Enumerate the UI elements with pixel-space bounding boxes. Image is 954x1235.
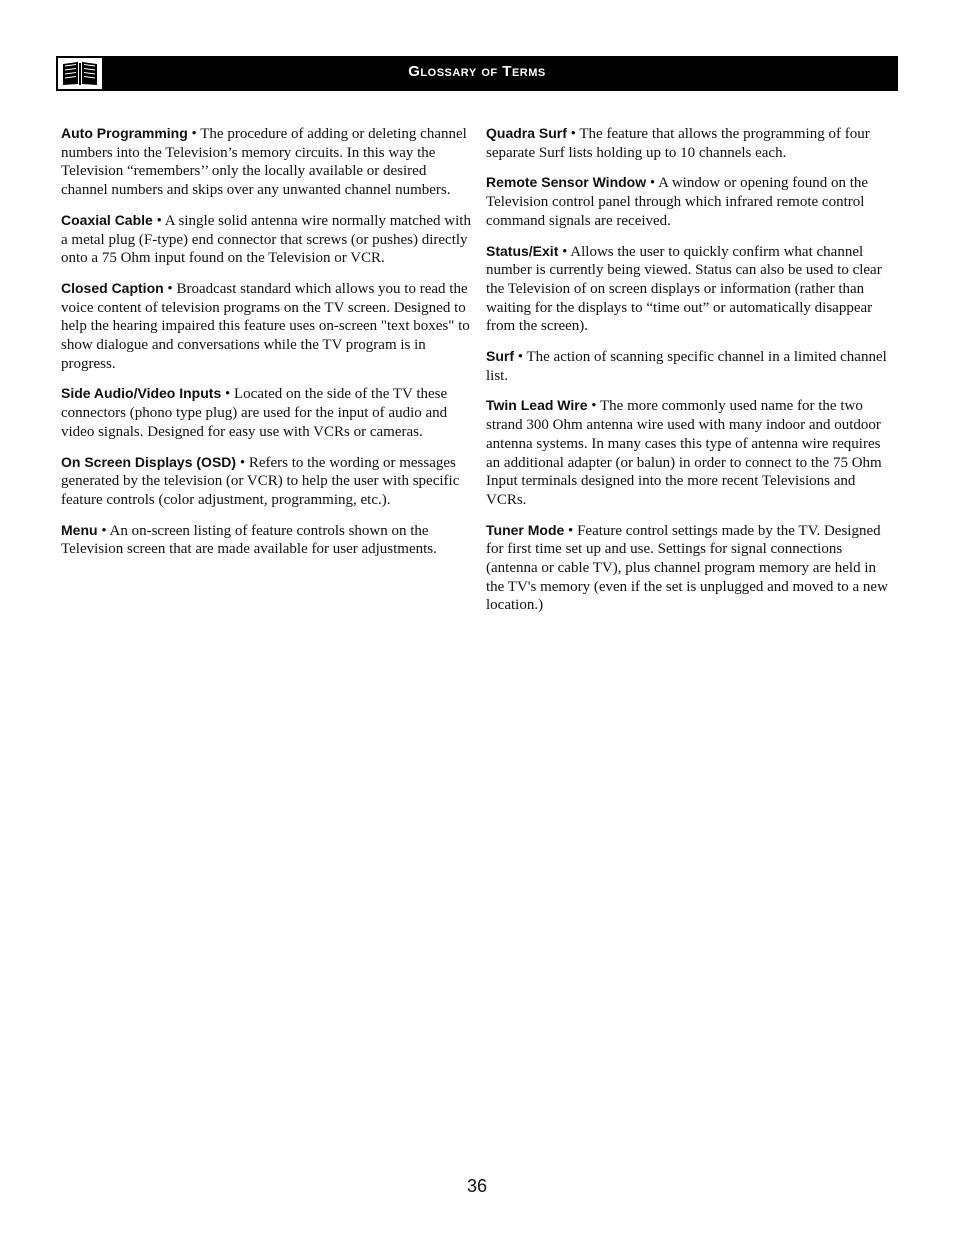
glossary-entry — [486, 242, 896, 337]
glossary-definition: Refers to the wording or messages generated by the television (or VCR) to help the user with specific feature controls (color adjustment, programming, etc.). — [61, 454, 460, 508]
glossary-term: Closed Caption — [61, 279, 164, 296]
bullet-separator: • — [514, 349, 527, 366]
glossary-entry — [486, 124, 896, 162]
glossary-entry — [486, 347, 896, 385]
glossary-entry — [61, 124, 471, 200]
glossary-definition: A single solid antenna wire normally matched with a metal plug (F-type) end connector that screws (or pushes) directly onto a 75 Ohm input found on the Television or VCR. — [61, 212, 471, 267]
glossary-definition: Feature control settings made by the TV. Designed for first time set up and use. Settings for signal connections (antenna or cable TV), plus channel program memory are held in the TV's memory (even if the set is unplugged and moved to a new location.) — [486, 522, 888, 614]
glossary-definition: The action of scanning specific channel in a limited channel list. — [486, 349, 887, 384]
bullet-separator: • — [187, 126, 201, 142]
glossary-term: Auto Programming — [61, 125, 188, 141]
glossary-definition: The feature that allows the programming of four separate Surf lists holding up to 10 channels each. — [486, 126, 870, 161]
glossary-term: Menu — [61, 521, 98, 538]
bullet-separator: • — [163, 280, 177, 297]
bullet-separator: • — [152, 212, 165, 229]
glossary-entry — [61, 521, 471, 559]
glossary-entry — [486, 521, 896, 616]
glossary-term: Status/Exit — [486, 242, 559, 259]
bullet-separator: • — [558, 243, 571, 260]
bullet-separator: • — [587, 398, 600, 415]
glossary-term: Quadra Surf — [486, 125, 567, 141]
glossary-term: Remote Sensor Window — [486, 174, 647, 191]
header-bar — [56, 56, 898, 91]
page-number: 36 — [466, 1176, 488, 1196]
glossary-right-column — [486, 124, 896, 626]
glossary-term: Side Audio/Video Inputs — [61, 385, 222, 402]
glossary-term: Tuner Mode — [486, 521, 565, 538]
glossary-definition: Allows the user to quickly confirm what channel number is currently being viewed. Status can also be used to clear the Television of on screen displays or information (rather than waiting for the displays to “time out” or automatically disappear from the screen). — [486, 243, 882, 335]
glossary-term: Surf — [486, 348, 514, 365]
glossary-term: Twin Lead Wire — [486, 397, 588, 414]
glossary-entry — [61, 384, 471, 441]
glossary-term: On Screen Displays (OSD) — [61, 453, 237, 470]
glossary-entry — [61, 279, 471, 374]
glossary-definition: The more commonly used name for the two strand 300 Ohm antenna wire used with many indoor and outdoor antenna systems. In many cases this type of antenna wire requires an additional adapter (or balun) in order to connect to the 75 Ohm Input terminals designed into the more recent Televisions and VCRs. — [486, 398, 882, 508]
page-title: Glossary of Terms — [408, 63, 546, 80]
glossary-entry — [486, 173, 896, 230]
glossary-definition: The procedure of adding or deleting channel numbers into the Television’s memory circuits. In this way the Television “remembers’’ only the locally available or desired channel numbers and skips over any unwanted channel numbers. — [61, 126, 467, 199]
bullet-separator: • — [646, 175, 659, 192]
bullet-separator: • — [566, 126, 580, 142]
glossary-entry — [486, 396, 896, 509]
glossary-definition: A window or opening found on the Television control panel through which infrared remote control command signals are received. — [486, 175, 869, 229]
glossary-definition: Located on the side of the TV these connectors (phono type plug) are used for the input of audio and video signals. Designed for easy use with VCRs or cameras. — [61, 386, 448, 440]
glossary-entry — [61, 211, 471, 268]
glossary-entry — [61, 453, 471, 510]
glossary-definition: An on-screen listing of feature controls shown on the Television screen that are made available for user adjustments. — [61, 522, 437, 558]
bullet-separator: • — [221, 386, 234, 403]
bullet-separator: • — [236, 454, 249, 471]
glossary-term: Coaxial Cable — [61, 211, 153, 228]
glossary-definition: Broadcast standard which allows you to read the voice content of television programs on the TV screen. Designed to help the hearing impaired this feature uses on-screen "text boxes" to show dialogue and conversations while the TV program is in progress. — [61, 280, 470, 372]
bullet-separator: • — [564, 522, 578, 539]
glossary-left-column — [61, 124, 471, 570]
bullet-separator: • — [97, 522, 110, 539]
